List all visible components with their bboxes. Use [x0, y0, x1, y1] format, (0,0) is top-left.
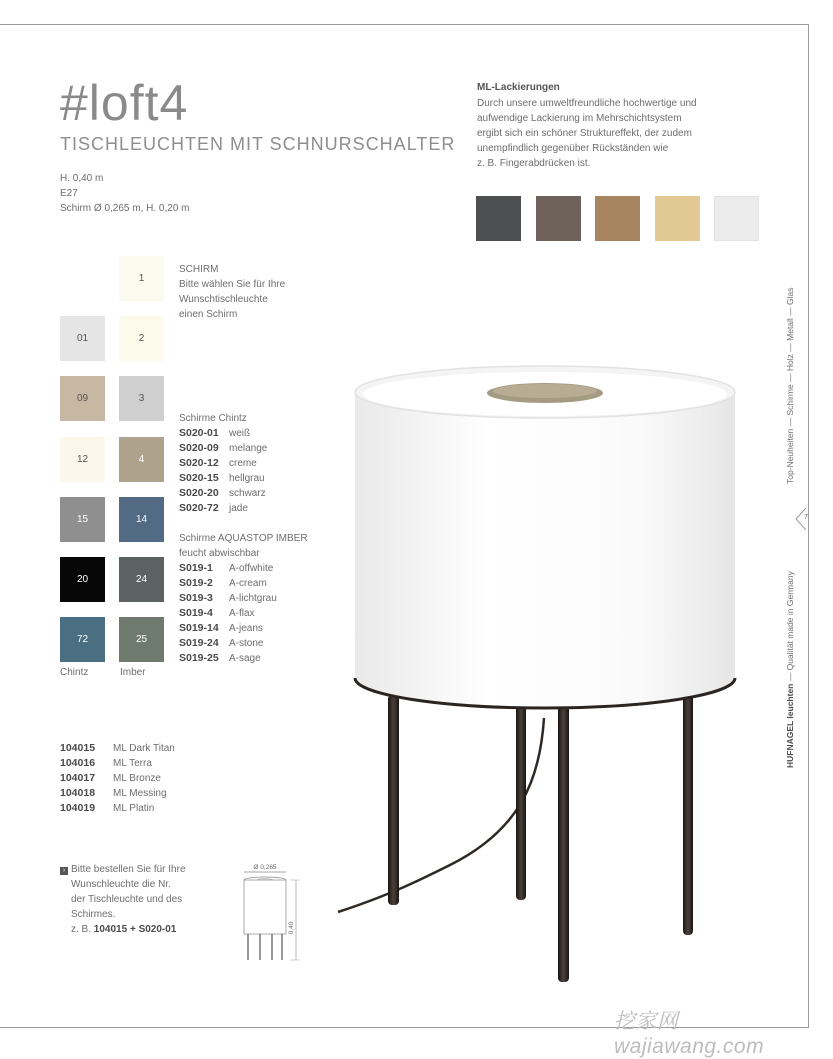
side-category-nav: Top-Neuheiten — Schirme — Holz — Metall — Glas	[785, 287, 795, 484]
finish-swatch-messing	[655, 196, 700, 241]
article-row	[60, 771, 175, 786]
order-example-prefix: z. B.	[71, 924, 92, 935]
page-title: #loft4	[60, 75, 189, 131]
article-code: 104019	[60, 802, 96, 814]
spec-socket: E27	[60, 188, 78, 199]
lamp-leg-front-left	[388, 695, 399, 905]
article-row	[60, 786, 175, 801]
article-name: ML Platin	[113, 803, 155, 814]
chintz-code-list	[179, 426, 267, 516]
page-tab-chevron	[796, 508, 806, 530]
shade-code: S019-1	[179, 562, 213, 574]
list-item	[179, 471, 267, 486]
shade-name: A-jeans	[229, 623, 263, 634]
shade-code: S020-20	[179, 487, 219, 499]
swatch-label: 72	[76, 634, 89, 645]
spec-shade-size: Schirm Ø 0,265 m, H. 0,20 m	[60, 203, 190, 214]
shade-name: hellgrau	[229, 473, 265, 484]
note-line: einen Schirm	[179, 309, 238, 320]
swatch-label: 15	[76, 514, 89, 525]
finishes-line: unempfindlich gegenüber Rückständen wie	[477, 143, 669, 154]
dimension-drawing	[230, 860, 310, 964]
shade-code: S019-3	[179, 592, 213, 604]
article-row	[60, 801, 175, 816]
swatch-label: 1	[138, 273, 145, 284]
aquastop-title-line: feucht abwischbar	[179, 548, 260, 559]
page-subtitle: TISCHLEUCHTEN MIT SCHNURSCHALTER	[60, 134, 456, 154]
note-line: Wunschtischleuchte	[179, 294, 268, 305]
shade-name: A-stone	[229, 638, 264, 649]
imber-swatch-14	[119, 497, 164, 542]
finishes-line: Durch unsere umweltfreundliche hochwertige und	[477, 98, 697, 109]
shade-code: S019-25	[179, 652, 219, 664]
lamp-shade-body	[355, 392, 735, 708]
swatch-label: 14	[135, 514, 148, 525]
order-line: der Tischleuchte und des	[71, 894, 183, 905]
order-line: Bitte bestellen Sie für Ihre	[71, 864, 186, 875]
finishes-line: z. B. Fingerabdrücken ist.	[477, 158, 591, 169]
chintz-swatch-72	[60, 617, 105, 662]
list-item	[179, 576, 277, 591]
chintz-swatch-20	[60, 557, 105, 602]
shade-name: melange	[229, 443, 268, 454]
article-code: 104016	[60, 757, 96, 769]
list-item	[179, 456, 267, 471]
brand-name: HUFNAGEL leuchten	[785, 683, 795, 768]
list-item	[179, 426, 267, 441]
lamp-leg-front-right	[558, 700, 569, 982]
chintz-swatch-09	[60, 376, 105, 421]
list-item	[179, 651, 277, 666]
shade-code: S020-72	[179, 502, 219, 514]
finishes-line: ergibt sich ein schöner Struktureffekt, der zudem	[477, 128, 692, 139]
lamp-leg-rear-right	[683, 695, 693, 935]
watermark: 挖家网 wajiawang.com	[614, 1010, 765, 1058]
shade-code: S019-4	[179, 607, 213, 619]
aquastop-code-list	[179, 561, 277, 666]
swatch-label: 12	[76, 454, 89, 465]
drawing-shade-body	[244, 880, 286, 934]
swatch-label: 24	[135, 574, 148, 585]
note-line: Bitte wählen Sie für Ihre	[179, 279, 286, 290]
shade-code: S020-09	[179, 442, 219, 454]
article-code: 104017	[60, 772, 96, 784]
brand-tagline: — Qualität made in Germany	[785, 571, 795, 684]
finish-swatch-bronze	[595, 196, 640, 241]
article-name: ML Bronze	[113, 773, 161, 784]
swatch-label: 25	[135, 634, 148, 645]
finish-swatch-platin	[714, 196, 759, 241]
list-item	[179, 561, 277, 576]
frame-line-top	[0, 24, 808, 25]
finishes-heading: ML-Lackierungen	[477, 82, 560, 93]
page-tab-marker	[794, 508, 806, 530]
shade-name: jade	[229, 503, 248, 514]
imber-swatch-24	[119, 557, 164, 602]
side-brand-line	[785, 571, 795, 768]
swatch-label: 4	[138, 454, 145, 465]
imber-swatch-4	[119, 437, 164, 482]
shade-name: A-offwhite	[229, 563, 274, 574]
shade-name: creme	[229, 458, 257, 469]
swatch-label: 01	[76, 333, 89, 344]
article-name: ML Dark Titan	[113, 743, 175, 754]
chintz-swatch-15	[60, 497, 105, 542]
article-code: 104015	[60, 742, 96, 754]
imber-swatch-3	[119, 376, 164, 421]
order-line: Schirmes.	[71, 909, 116, 920]
shade-code: S020-15	[179, 472, 219, 484]
lamp-diffuser-highlight	[493, 384, 597, 398]
shade-code: S019-14	[179, 622, 219, 634]
shade-code: S019-2	[179, 577, 213, 589]
shade-code: S020-12	[179, 457, 219, 469]
lamp-leg-rear-left	[516, 695, 526, 900]
order-note	[60, 862, 220, 937]
article-row	[60, 756, 175, 771]
frame-line-right	[808, 24, 809, 1028]
list-item	[179, 591, 277, 606]
article-code: 104018	[60, 787, 96, 799]
list-item	[179, 486, 267, 501]
product-specs	[60, 171, 190, 216]
aquastop-list-title	[179, 531, 308, 561]
finishes-description	[477, 96, 747, 171]
shade-name: schwarz	[229, 488, 266, 499]
order-line: Wunschleuchte die Nr.	[71, 879, 171, 890]
list-item	[179, 606, 277, 621]
chintz-swatch-12	[60, 437, 105, 482]
note-line: SCHIRM	[179, 264, 219, 275]
finish-swatch-dark-titan	[476, 196, 521, 241]
article-list	[60, 741, 175, 816]
aquastop-title-line: Schirme AQUASTOP IMBER	[179, 533, 308, 544]
shade-name: weiß	[229, 428, 251, 439]
list-item	[179, 636, 277, 651]
imber-swatch-25	[119, 617, 164, 662]
swatch-label: 09	[76, 393, 89, 404]
shade-name: A-flax	[229, 608, 255, 619]
swatch-label: 3	[138, 393, 145, 404]
page-number: 7	[804, 514, 808, 521]
list-item	[179, 501, 267, 516]
spec-height: H. 0,40 m	[60, 173, 104, 184]
article-name: ML Terra	[113, 758, 152, 769]
shade-name: A-lichtgrau	[229, 593, 277, 604]
chintz-caption: Chintz	[60, 667, 89, 678]
lamp-cable	[338, 718, 544, 912]
finishes-line: aufwendige Lackierung im Mehrschichtsystem	[477, 113, 682, 124]
chintz-list-title: Schirme Chintz	[179, 413, 247, 424]
shade-code: S019-24	[179, 637, 219, 649]
diameter-label: Ø 0,265	[253, 864, 277, 871]
list-item	[179, 441, 267, 456]
swatch-label: 2	[138, 333, 145, 344]
shade-name: A-cream	[229, 578, 267, 589]
shade-selection-note	[179, 262, 285, 322]
order-example-value: 104015 + S020-01	[93, 924, 177, 935]
arrow-right-icon: ›	[60, 867, 68, 875]
lamp-illustration	[330, 360, 750, 1000]
article-row	[60, 741, 175, 756]
height-label: 0,40	[288, 921, 295, 935]
swatch-label: 20	[76, 574, 89, 585]
finish-swatch-terra	[536, 196, 581, 241]
imber-caption: Imber	[120, 667, 146, 678]
imber-swatch-2	[119, 316, 164, 361]
article-name: ML Messing	[113, 788, 167, 799]
shade-name: A-sage	[229, 653, 261, 664]
shade-code: S020-01	[179, 427, 219, 439]
imber-swatch-1	[119, 256, 164, 301]
list-item	[179, 621, 277, 636]
chintz-swatch-01	[60, 316, 105, 361]
